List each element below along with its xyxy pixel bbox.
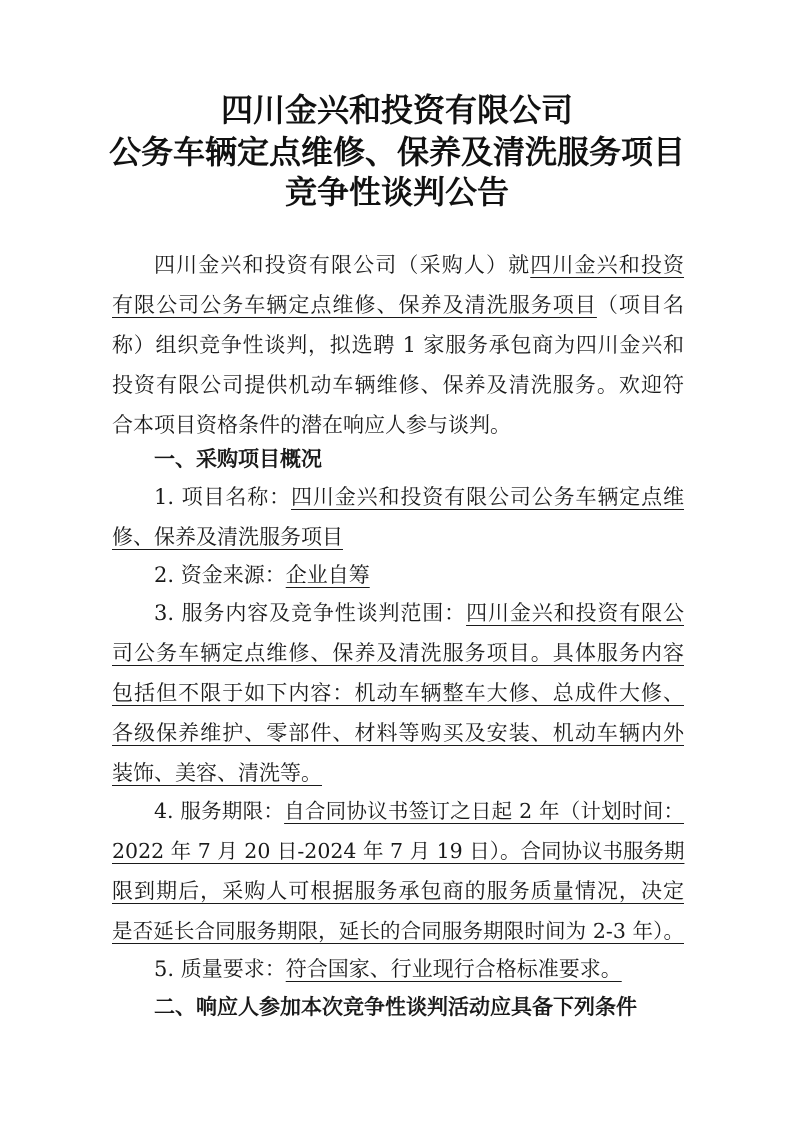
project-name-underlined: 四川金兴和投资 [530,253,685,277]
item-5-line: 5. 质量要求：符合国家、行业现行合格标准要求。 [154,957,622,981]
item-4-line-3: 限到期后，采购人可根据服务承包商的服务质量情况，决定 [112,879,684,903]
item-1-line-2: 修、保养及清洗服务项目 [112,525,343,549]
intro-line-2: 有限公司公务车辆定点维修、保养及清洗服务项目（项目名 [112,293,685,317]
project-name-underlined-cont: 有限公司公务车辆定点维修、保养及清洗服务项目 [112,293,597,317]
item-3-line-3: 包括但不限于如下内容：机动车辆整车大修、总成件大修、 [112,681,684,705]
section-2-heading: 二、响应人参加本次竞争性谈判活动应具备下列条件 [154,995,637,1019]
item-3-line-5: 装饰、美容、清洗等。 [112,761,322,785]
section-1-heading: 一、采购项目概况 [154,447,322,471]
item-4-line-1: 4. 服务期限：自合同协议书签订之日起 2 年（计划时间： [154,799,685,823]
item-4-line-4: 是否延长合同服务期限，延长的合同服务期限时间为 2-3 年）。 [112,919,684,943]
item-3-line-4: 各级保养维护、零部件、材料等购买及安装、机动车辆内外 [112,721,684,745]
intro-line-3: 称）组织竞争性谈判，拟选聘 1 家服务承包商为四川金兴和 [112,333,684,357]
item-1-line-1: 1. 项目名称：四川金兴和投资有限公司公务车辆定点维 [154,485,685,509]
title-line-3: 竞争性谈判公告 [284,173,509,211]
intro-line-4: 投资有限公司提供机动车辆维修、保养及清洗服务。欢迎符 [112,373,684,397]
item-4-line-2: 2022 年 7 月 20 日-2024 年 7 月 19 日）。合同协议书服务期 [112,839,685,863]
title-line-2: 公务车辆定点维修、保养及清洗服务项目 [108,133,685,171]
intro-line-1: 四川金兴和投资有限公司（采购人）就四川金兴和投资 [154,253,685,277]
title-line-1: 四川金兴和投资有限公司 [220,91,573,129]
item-2-line: 2. 资金来源：企业自筹 [154,563,370,587]
item-3-line-1: 3. 服务内容及竞争性谈判范围：四川金兴和投资有限公 [154,601,684,625]
intro-line-5: 合本项目资格条件的潜在响应人参与谈判。 [112,413,511,437]
item-3-line-2: 司公务车辆定点维修、保养及清洗服务项目。具体服务内容 [112,641,684,665]
